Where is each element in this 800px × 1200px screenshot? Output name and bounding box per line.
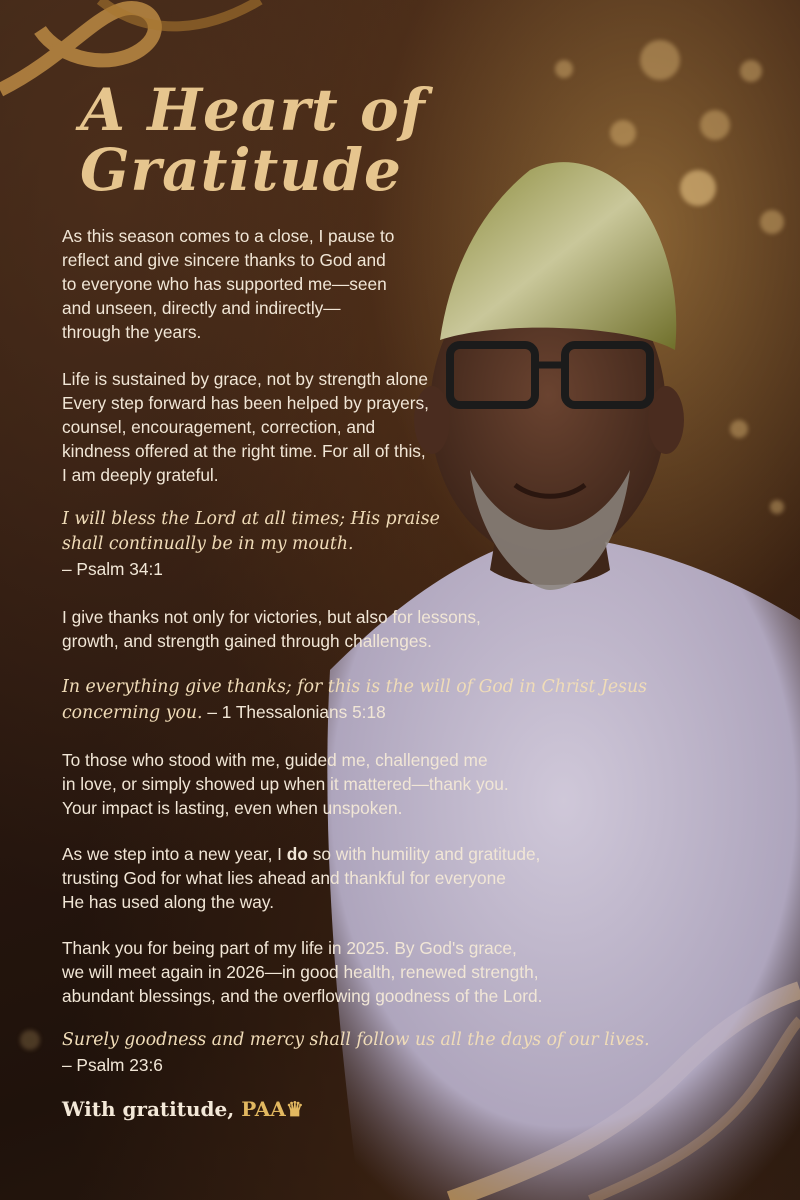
text-line: I give thanks not only for victories, but also for lessons, bbox=[62, 607, 481, 627]
text-line: so with humility and gratitude, bbox=[307, 844, 541, 864]
signature-prefix: With gratitude, bbox=[62, 1097, 242, 1121]
text-line: Your impact is lasting, even when unspoken. bbox=[62, 798, 403, 818]
quote-psalm-34 bbox=[62, 507, 662, 583]
title-line-1: A Heart of bbox=[80, 76, 426, 144]
quote-reference: – Psalm 23:6 bbox=[62, 1055, 163, 1075]
text-line: Every step forward has been helped by prayers, bbox=[62, 393, 429, 413]
signature bbox=[62, 1097, 662, 1121]
text-line: As this season comes to a close, I pause to bbox=[62, 226, 395, 246]
text-line: To those who stood with me, guided me, challenged me bbox=[62, 750, 488, 770]
emphasis-do: do bbox=[286, 844, 308, 864]
quote-thessalonians bbox=[62, 675, 662, 726]
text-line: through the years. bbox=[62, 322, 202, 342]
quote-line: I will bless the Lord at all times; His praise bbox=[62, 509, 440, 529]
text-line: abundant blessings, and the overflowing goodness of the Lord. bbox=[62, 986, 543, 1006]
text-line: kindness offered at the right time. For all of this, bbox=[62, 441, 426, 461]
text-line: Thank you for being part of my life in 2025. By God's grace, bbox=[62, 938, 517, 958]
text-line: and unseen, directly and indirectly— bbox=[62, 298, 341, 318]
paragraph-thanks bbox=[62, 605, 662, 653]
crown-icon: ♛ bbox=[285, 1097, 304, 1121]
paragraph-new-year bbox=[62, 842, 662, 914]
text-line: reflect and give sincere thanks to God and bbox=[62, 250, 386, 270]
quote-reference: – Psalm 34:1 bbox=[62, 559, 163, 579]
quote-line: Surely goodness and mercy shall follow us all the days of our lives. bbox=[62, 1030, 650, 1050]
text-line: to everyone who has supported me—seen bbox=[62, 274, 387, 294]
text-line: I am deeply grateful. bbox=[62, 465, 219, 485]
title-line-2: Gratitude bbox=[80, 136, 402, 204]
message-content bbox=[62, 76, 662, 1121]
quote-psalm-23 bbox=[62, 1028, 662, 1079]
paragraph-closing bbox=[62, 936, 662, 1008]
quote-line: concerning you. bbox=[62, 703, 203, 723]
text-line: growth, and strength gained through challenges. bbox=[62, 631, 432, 651]
paragraph-intro bbox=[62, 224, 662, 344]
text-line: trusting God for what lies ahead and thankful for everyone bbox=[62, 868, 506, 888]
text-line: Life is sustained by grace, not by strength alone bbox=[62, 369, 429, 389]
quote-line: shall continually be in my mouth. bbox=[62, 534, 354, 554]
text-line: He has used along the way. bbox=[62, 892, 274, 912]
signature-initials: PAA bbox=[241, 1097, 286, 1121]
page-title bbox=[62, 76, 662, 204]
quote-line: In everything give thanks; for this is the will of God in Christ Jesus bbox=[62, 677, 647, 697]
text-line: counsel, encouragement, correction, and bbox=[62, 417, 376, 437]
text-line: we will meet again in 2026—in good health, renewed strength, bbox=[62, 962, 539, 982]
paragraph-supporters bbox=[62, 748, 662, 820]
paragraph-grace bbox=[62, 367, 662, 487]
quote-reference: – 1 Thessalonians 5:18 bbox=[202, 702, 386, 722]
text-line: in love, or simply showed up when it mattered—thank you. bbox=[62, 774, 509, 794]
text-line: As we step into a new year, I bbox=[62, 844, 287, 864]
